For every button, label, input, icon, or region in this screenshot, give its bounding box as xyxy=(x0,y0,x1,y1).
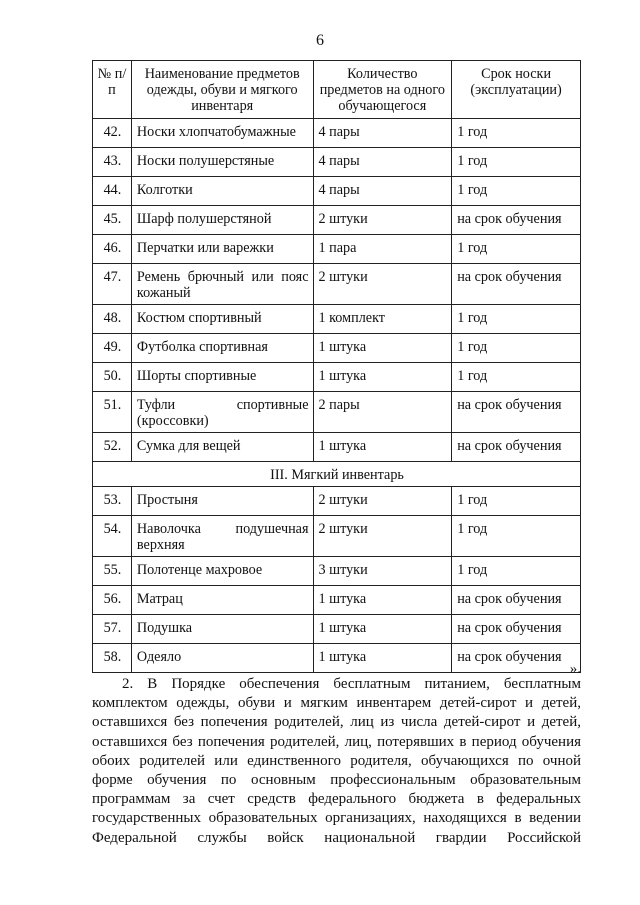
row-qty: 4 пары xyxy=(313,177,452,206)
row-num: 44. xyxy=(93,177,132,206)
paragraph-line: государственных образовательных организациях, находящихся в ведении xyxy=(92,810,581,827)
paragraph-line: Федеральной службы войск национальной гвардии Российской xyxy=(92,829,581,846)
row-qty: 1 комплект xyxy=(313,305,452,334)
table-row xyxy=(93,334,581,363)
row-term: 1 год xyxy=(452,516,581,557)
row-qty: 1 штука xyxy=(313,363,452,392)
row-num: 53. xyxy=(93,487,132,516)
row-num: 45. xyxy=(93,206,132,235)
row-qty: 2 штуки xyxy=(313,487,452,516)
row-term: 1 год xyxy=(452,148,581,177)
section-title: III. Мягкий инвентарь xyxy=(93,462,581,487)
row-term: на срок обучения xyxy=(452,644,581,673)
row-term: 1 год xyxy=(452,334,581,363)
row-num: 43. xyxy=(93,148,132,177)
row-name: Сумка для вещей xyxy=(131,433,313,462)
row-name: Колготки xyxy=(131,177,313,206)
row-qty: 1 пара xyxy=(313,235,452,264)
table-row xyxy=(93,487,581,516)
row-name: Шарф полушерстяной xyxy=(131,206,313,235)
row-term: на срок обучения xyxy=(452,586,581,615)
table-row xyxy=(93,586,581,615)
header-term: Срок носки (эксплуатации) xyxy=(452,61,581,119)
row-name: Матрац xyxy=(131,586,313,615)
row-num: 52. xyxy=(93,433,132,462)
row-num: 42. xyxy=(93,119,132,148)
row-name: Простыня xyxy=(131,487,313,516)
header-num: № п/п xyxy=(93,61,132,119)
row-term: 1 год xyxy=(452,119,581,148)
table-row xyxy=(93,264,581,305)
table-row xyxy=(93,305,581,334)
row-term: 1 год xyxy=(452,305,581,334)
row-qty: 2 штуки xyxy=(313,206,452,235)
row-num: 51. xyxy=(93,392,132,433)
row-term: 1 год xyxy=(452,363,581,392)
row-term: на срок обучения xyxy=(452,206,581,235)
row-num: 58. xyxy=(93,644,132,673)
closing-quote-mark: ». xyxy=(569,661,581,677)
row-name: Туфли спортивные (кроссовки) xyxy=(131,392,313,433)
row-name: Костюм спортивный xyxy=(131,305,313,334)
paragraph-line: обоих родителей или единственного родителя, обучающихся по очной xyxy=(92,752,581,769)
row-term: 1 год xyxy=(452,177,581,206)
row-num: 54. xyxy=(93,516,132,557)
paragraph-line: 2. В Порядке обеспечения бесплатным питанием, бесплатным xyxy=(122,676,581,692)
row-qty: 1 штука xyxy=(313,334,452,363)
table-row xyxy=(93,148,581,177)
header-name: Наименование предметов одежды, обуви и мягкого инвентаря xyxy=(131,61,313,119)
row-term: на срок обучения xyxy=(452,392,581,433)
paragraph-line: комплектом одежды, обуви и мягким инвентарем детей-сирот и детей, xyxy=(92,695,581,712)
table-row xyxy=(93,516,581,557)
paragraph-line: форме обучения по основным профессиональным образовательным xyxy=(92,772,581,789)
row-term: на срок обучения xyxy=(452,264,581,305)
table-row xyxy=(93,392,581,433)
row-name: Шорты спортивные xyxy=(131,363,313,392)
row-name: Ремень брючный или пояс кожаный xyxy=(131,264,313,305)
row-qty: 1 штука xyxy=(313,644,452,673)
row-term: на срок обучения xyxy=(452,615,581,644)
row-name: Носки полушерстяные xyxy=(131,148,313,177)
row-term: 1 год xyxy=(452,235,581,264)
table-row xyxy=(93,615,581,644)
body-paragraph xyxy=(92,675,581,848)
row-term: на срок обучения xyxy=(452,433,581,462)
row-num: 47. xyxy=(93,264,132,305)
paragraph-line: оставшихся без попечения родителей, лиц из числа детей-сирот и детей, xyxy=(92,714,581,731)
table-row xyxy=(93,557,581,586)
row-name: Одеяло xyxy=(131,644,313,673)
table-row xyxy=(93,433,581,462)
section-row xyxy=(93,462,581,487)
row-num: 48. xyxy=(93,305,132,334)
table-row xyxy=(93,235,581,264)
row-qty: 2 штуки xyxy=(313,516,452,557)
row-num: 49. xyxy=(93,334,132,363)
row-qty: 4 пары xyxy=(313,119,452,148)
row-term: 1 год xyxy=(452,487,581,516)
paragraph-line: программам за счет средств федерального бюджета в федеральных xyxy=(92,791,581,808)
row-qty: 3 штуки xyxy=(313,557,452,586)
header-qty: Количество предметов на одного обучающегося xyxy=(313,61,452,119)
row-num: 55. xyxy=(93,557,132,586)
row-name: Подушка xyxy=(131,615,313,644)
row-num: 46. xyxy=(93,235,132,264)
row-term: 1 год xyxy=(452,557,581,586)
table-row xyxy=(93,177,581,206)
row-name: Футболка спортивная xyxy=(131,334,313,363)
row-qty: 2 пары xyxy=(313,392,452,433)
table-row xyxy=(93,206,581,235)
row-qty: 1 штука xyxy=(313,615,452,644)
row-num: 57. xyxy=(93,615,132,644)
row-qty: 1 штука xyxy=(313,433,452,462)
row-name: Полотенце махровое xyxy=(131,557,313,586)
page-number: 6 xyxy=(316,32,324,49)
table-row xyxy=(93,363,581,392)
row-name: Наволочка подушечная верхняя xyxy=(131,516,313,557)
row-qty: 1 штука xyxy=(313,586,452,615)
row-name: Перчатки или варежки xyxy=(131,235,313,264)
row-qty: 2 штуки xyxy=(313,264,452,305)
items-table xyxy=(92,60,581,673)
row-name: Носки хлопчатобумажные xyxy=(131,119,313,148)
table-row xyxy=(93,119,581,148)
row-qty: 4 пары xyxy=(313,148,452,177)
table-header-row xyxy=(93,61,581,119)
paragraph-line: оставшихся без попечения родителей, лиц, потерявших в период обучения xyxy=(92,733,581,750)
row-num: 56. xyxy=(93,586,132,615)
row-num: 50. xyxy=(93,363,132,392)
